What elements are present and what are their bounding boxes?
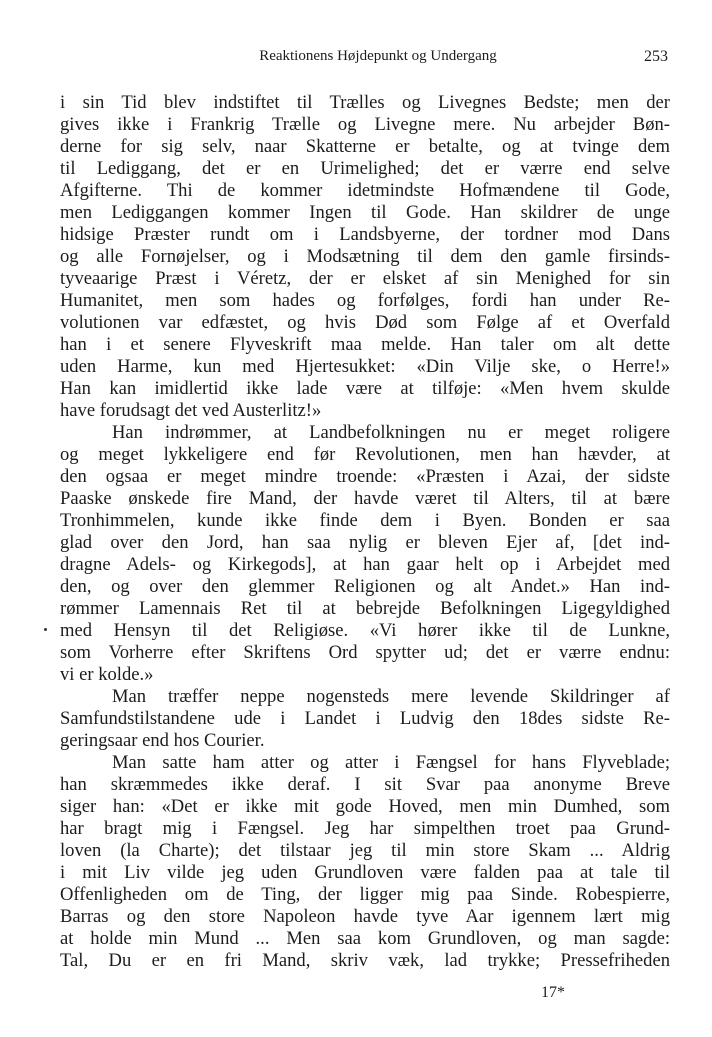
running-title: Reaktionens Højdepunkt og Undergang	[259, 48, 497, 64]
text-line: Humanitet, men som hades og forfølges, fordi han under Re-	[60, 290, 670, 311]
text-line: dragne Adels- og Kirkegods], at han gaar helt op i Arbejdet med	[60, 554, 670, 575]
text-line: Barras og den store Napoleon havde tyve Aar igennem lært mig	[60, 906, 670, 927]
text-line: uden Harme, kun med Hjertesukket: «Din Vilje ske, o Herre!»	[60, 356, 670, 377]
text-line: hidsige Præster rundt om i Landsbyerne, der tordner mod Dans	[60, 224, 670, 245]
text-line: glad over den Jord, han saa nylig er bleven Ejer af, [det ind-	[60, 532, 670, 553]
margin-dot	[44, 628, 47, 631]
text-line: med Hensyn til det Religiøse. «Vi hører ikke til de Lunkne,	[60, 620, 670, 641]
page-body	[60, 92, 670, 972]
text-line: loven (la Charte); det tilstaar jeg til min store Skam ... Aldrig	[60, 840, 670, 861]
page-number: 253	[644, 48, 668, 65]
text-line: har bragt mig i Fængsel. Jeg har simpelthen troet paa Grund-	[60, 818, 670, 839]
text-line: Paaske ønskede fire Mand, der havde været til Alters, til at bære	[60, 488, 670, 509]
text-line: i mit Liv vilde jeg uden Grundloven være falden paa at tale til	[60, 862, 670, 883]
text-line: at holde min Mund ... Men saa kom Grundloven, og man sagde:	[60, 928, 670, 949]
text-line: volutionen var edfæstet, og hvis Død som Følge af et Overfald	[60, 312, 670, 333]
text-line: Offenligheden om de Ting, der ligger mig paa Sinde. Robespierre,	[60, 884, 670, 905]
text-line: have forudsagt det ved Austerlitz!»	[60, 400, 322, 421]
text-line: og meget lykkeligere end før Revolutionen, men han hævder, at	[60, 444, 670, 465]
text-line: Samfundstilstandene ude i Landet i Ludvig den 18des sidste Re-	[60, 708, 670, 729]
text-line: siger han: «Det er ikke mit gode Hoved, men min Dumhed, som	[60, 796, 670, 817]
text-line: Tal, Du er en fri Mand, skriv væk, lad trykke; Pressefriheden	[60, 950, 670, 971]
text-line: derne for sig selv, naar Skatterne er betalte, og at tvinge dem	[60, 136, 670, 157]
text-line: geringsaar end hos Courier.	[60, 730, 265, 751]
text-line: vi er kolde.»	[60, 664, 154, 685]
text-line: Man træffer neppe nogensteds mere levende Skildringer af	[112, 686, 670, 707]
text-line: og alle Fornøjelser, og i Modsætning til dem den gamle firsinds-	[60, 246, 670, 267]
text-line: gives ikke i Frankrig Trælle og Livegne mere. Nu arbejder Bøn-	[60, 114, 670, 135]
text-line: den ogsaa er meget mindre troende: «Præsten i Azai, der sidste	[60, 466, 670, 487]
text-line: han i et senere Flyveskrift maa melde. Han taler om alt dette	[60, 334, 670, 355]
text-line: Han kan imidlertid ikke lade være at tilføje: «Men hvem skulde	[60, 378, 670, 399]
text-line: den, og over den glemmer Religionen og alt Andet.» Han ind-	[60, 576, 670, 597]
text-line: rømmer Lamennais Ret til at bebrejde Befolkningen Ligegyldighed	[60, 598, 670, 619]
text-line: som Vorherre efter Skriftens Ord spytter ud; det er værre endnu:	[60, 642, 670, 663]
text-line: i sin Tid blev indstiftet til Trælles og Livegnes Bedste; men der	[60, 92, 670, 113]
text-line: han skræmmedes ikke deraf. I sit Svar paa anonyme Breve	[60, 774, 670, 795]
text-line: tyveaarige Præst i Véretz, der er elsket af sin Menighed for sin	[60, 268, 670, 289]
text-line: Tronhimmelen, kunde ikke finde dem i Byen. Bonden er saa	[60, 510, 670, 531]
text-line: Afgifterne. Thi de kommer idetmindste Hofmændene til Gode,	[60, 180, 670, 201]
text-line: men Lediggangen kommer Ingen til Gode. Han skildrer de unge	[60, 202, 670, 223]
text-line: til Lediggang, det er en Urimelighed; det er værre end selve	[60, 158, 670, 179]
signature-mark: 17*	[541, 984, 565, 1001]
running-header	[62, 48, 668, 70]
text-line: Man satte ham atter og atter i Fængsel for hans Flyveblade;	[112, 752, 670, 773]
text-line: Han indrømmer, at Landbefolkningen nu er meget roligere	[112, 422, 670, 443]
